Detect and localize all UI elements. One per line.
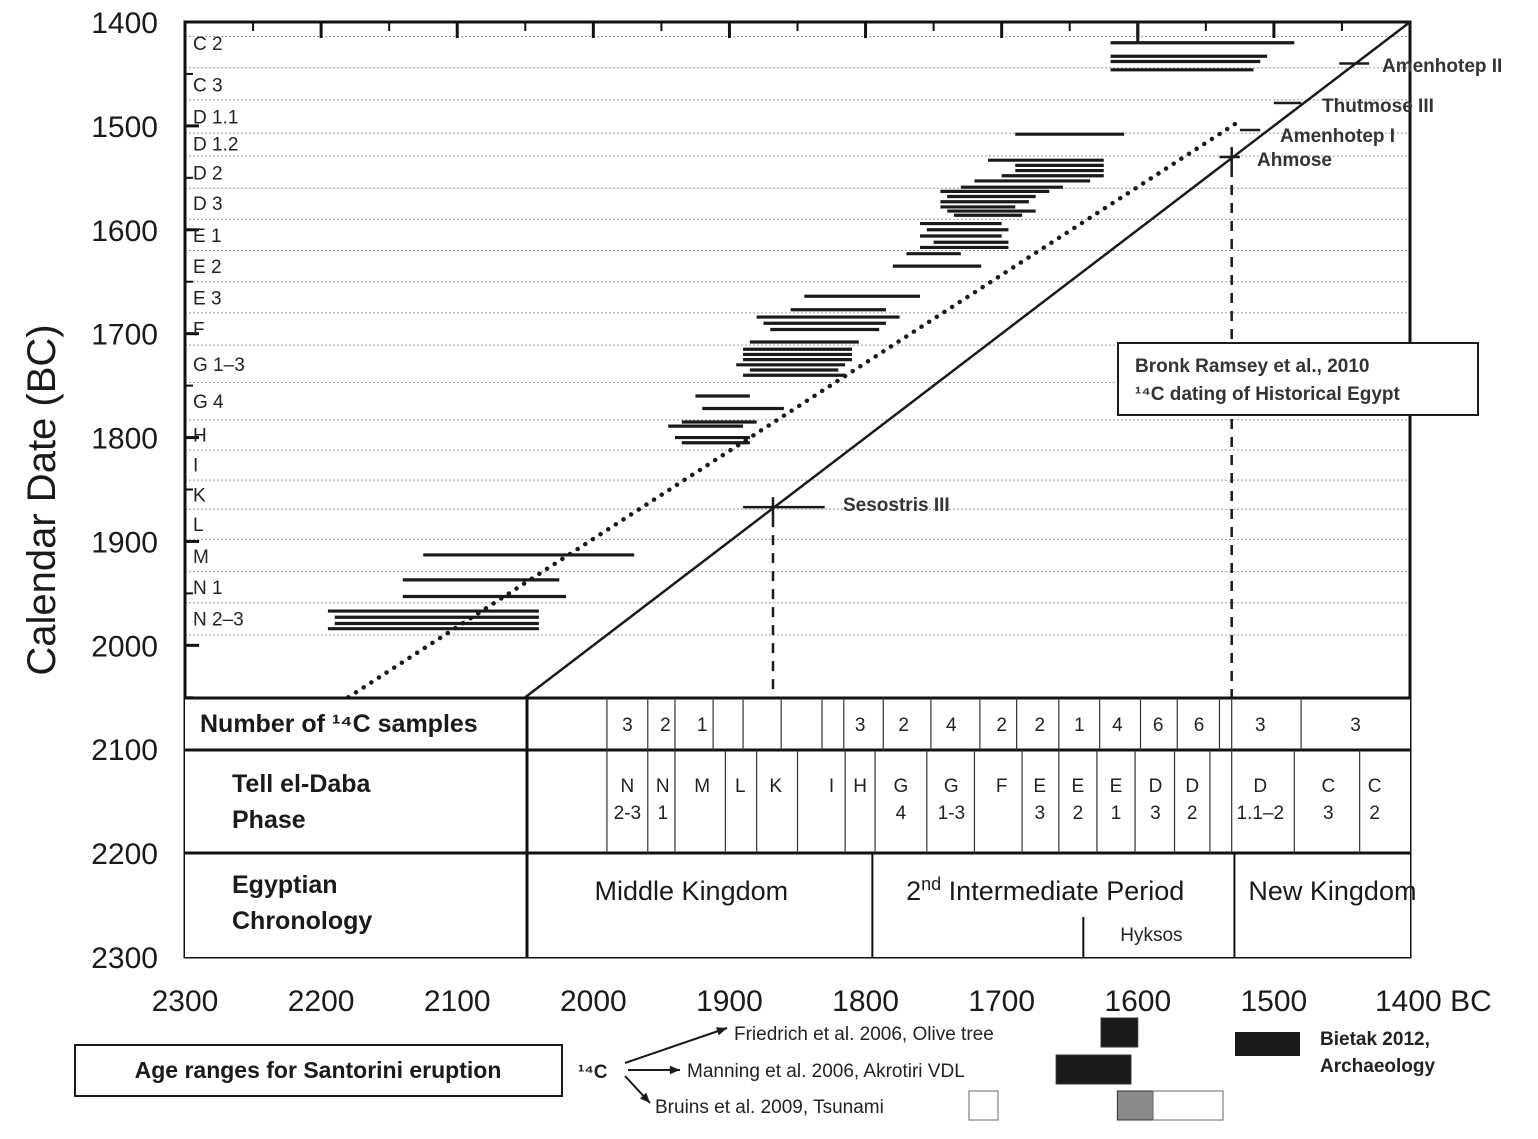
daba-phase-number: 2 <box>1072 803 1084 824</box>
phase-label: G 1–3 <box>193 354 245 376</box>
daba-phase-letter: D <box>1148 776 1163 797</box>
phase-label: H <box>193 425 207 447</box>
x-tick-label: 2100 <box>423 985 491 1018</box>
x-tick-label: 1900 <box>696 985 763 1018</box>
daba-phase-letter: G <box>943 776 959 797</box>
reign-label: Sesostris III <box>843 495 950 516</box>
daba-phase-number: 3 <box>1034 803 1046 824</box>
phase-label: C 2 <box>193 33 223 55</box>
daba-phase-letter: N <box>620 776 635 797</box>
x-tick-label: 2000 <box>559 985 627 1018</box>
daba-phase-number: 1-3 <box>937 803 966 824</box>
daba-phase-letter: F <box>995 776 1008 797</box>
phase-label: E 1 <box>193 225 222 247</box>
legend-empty-swatch <box>969 1091 998 1120</box>
archaeology-swatch <box>1235 1032 1300 1056</box>
daba-phase-letter: C <box>1321 776 1336 797</box>
daba-phase-letter: M <box>694 776 711 797</box>
y-tick-label: 2200 <box>91 838 158 872</box>
daba-phase-number: 2-3 <box>613 803 642 824</box>
sample-count: 6 <box>1193 715 1205 736</box>
sample-count: 2 <box>996 715 1007 736</box>
period-label: 2nd Intermediate Period <box>906 874 1185 906</box>
daba-phase-letter: E <box>1033 776 1047 797</box>
tell-el-daba-label: Tell el-Daba <box>232 770 371 798</box>
x-tick-label: 2300 <box>151 985 219 1018</box>
y-tick-labels <box>91 7 158 975</box>
sample-count: 2 <box>1034 715 1046 736</box>
sample-count: 3 <box>1254 715 1266 736</box>
legend-source: Friedrich et al. 2006, Olive tree <box>734 1024 994 1045</box>
phase-label: F <box>193 319 205 341</box>
x-tick-label: 1400 BC <box>1375 985 1492 1018</box>
daba-phase-letter: I <box>828 776 835 797</box>
phase-label: D 3 <box>193 193 223 215</box>
daba-phase-letter: D <box>1253 776 1268 797</box>
legend-range-swatch <box>1101 1018 1138 1047</box>
sample-count: 2 <box>660 715 671 736</box>
x-tick-label: 1500 <box>1240 985 1308 1018</box>
phase-label: K <box>193 485 206 507</box>
y-tick-label: 2000 <box>91 630 158 664</box>
sample-count: 3 <box>854 715 866 736</box>
daba-phase-letter: K <box>769 776 783 797</box>
daba-phase-number: 1.1–2 <box>1236 803 1285 824</box>
sample-count: 6 <box>1152 715 1164 736</box>
period-label: Middle Kingdom <box>594 876 789 906</box>
callout-line-2: ¹⁴C dating of Historical Egypt <box>1135 384 1400 405</box>
period-label: New Kingdom <box>1248 876 1417 906</box>
callout-box <box>1118 343 1478 415</box>
x-tick-label: 2200 <box>287 985 355 1018</box>
daba-phase-letter: G <box>893 776 909 797</box>
y-tick-label: 1600 <box>91 214 158 248</box>
phase-gridlines <box>185 37 1410 635</box>
santorini-legend <box>75 1018 1436 1120</box>
chronology-label-2: Chronology <box>232 907 373 935</box>
y-tick-label: 1900 <box>91 526 158 560</box>
daba-phase-letter: E <box>1109 776 1123 797</box>
santorini-title: Age ranges for Santorini eruption <box>134 1057 502 1083</box>
phase-label: D 1.1 <box>193 107 239 129</box>
daba-phase-letter: E <box>1071 776 1085 797</box>
daba-phase-number: 1 <box>657 803 669 824</box>
x-tick-label: 1600 <box>1104 985 1172 1018</box>
sample-count: 4 <box>946 715 957 736</box>
daba-phase-number: 1 <box>1110 803 1122 824</box>
x-tick-label: 1800 <box>832 985 899 1018</box>
sample-count: 4 <box>1112 715 1123 736</box>
chronology-table <box>185 698 1416 957</box>
sample-count: 3 <box>622 715 633 736</box>
phase-label: L <box>193 514 204 536</box>
phase-label: D 2 <box>193 163 223 185</box>
daba-phase-number: 3 <box>1323 803 1334 824</box>
y-tick-label: 1800 <box>91 422 158 456</box>
y-tick-label: 2100 <box>91 734 158 768</box>
daba-phase-letter: C <box>1367 776 1382 797</box>
daba-phase-letter: L <box>735 776 746 797</box>
samples-row-label: Number of ¹⁴C samples <box>200 710 478 738</box>
legend-empty-swatch <box>1153 1091 1223 1120</box>
sample-count: 3 <box>1350 715 1361 736</box>
x-tick-label: 1700 <box>968 985 1036 1018</box>
daba-phase-number: 2 <box>1369 803 1380 824</box>
y-tick-label: 2300 <box>91 942 158 975</box>
daba-phase-number: 2 <box>1186 803 1198 824</box>
phase-labels <box>193 34 245 631</box>
x-tick-labels <box>152 985 1492 1018</box>
legend-arrow-head <box>670 1066 680 1075</box>
chronology-label: Egyptian <box>232 871 338 899</box>
archaeology-label: Bietak 2012, <box>1320 1029 1430 1050</box>
hyksos-label: Hyksos <box>1120 925 1183 946</box>
sample-count: 1 <box>1073 715 1085 736</box>
daba-phase-letter: N <box>655 776 670 797</box>
daba-phase-number: 4 <box>895 803 907 824</box>
phase-label: D 1.2 <box>193 134 239 156</box>
sample-count: 1 <box>696 715 708 736</box>
tell-el-daba-label-2: Phase <box>232 806 306 834</box>
legend-source: Bruins et al. 2009, Tsunami <box>655 1097 884 1118</box>
phase-label: E 2 <box>193 257 222 279</box>
sample-count: 2 <box>898 715 909 736</box>
legend-arrow-head <box>716 1027 727 1035</box>
c14-label: ¹⁴C <box>578 1062 608 1083</box>
archaeology-label-2: Archaeology <box>1320 1056 1436 1077</box>
radiocarbon-ranges <box>328 22 1294 629</box>
phase-label: I <box>193 455 199 477</box>
y-tick-label: 1400 <box>91 7 158 40</box>
phase-label: N 1 <box>193 578 223 600</box>
y-axis-label: Calendar Date (BC) <box>20 324 64 676</box>
reign-label: Amenhotep I <box>1280 126 1396 147</box>
phase-label: E 3 <box>193 288 222 310</box>
legend-source: Manning et al. 2006, Akrotiri VDL <box>687 1061 965 1082</box>
phase-label: M <box>193 546 209 568</box>
daba-phase-letter: D <box>1185 776 1200 797</box>
callout-line-1: Bronk Ramsey et al., 2010 <box>1135 356 1370 377</box>
phase-label: C 3 <box>193 75 223 97</box>
phase-label: N 2–3 <box>193 609 244 631</box>
reign-label: Ahmose <box>1257 150 1332 171</box>
reign-label: Thutmose III <box>1322 96 1434 117</box>
phase-label: G 4 <box>193 392 224 414</box>
daba-phase-letter: H <box>853 776 867 797</box>
legend-arrow-shaft <box>625 1028 727 1063</box>
y-tick-label: 1700 <box>91 318 158 352</box>
legend-range-swatch <box>1056 1055 1131 1084</box>
daba-phase-number: 3 <box>1150 803 1161 824</box>
reign-label: Amenhotep II <box>1382 56 1503 77</box>
y-tick-label: 1500 <box>91 110 158 144</box>
